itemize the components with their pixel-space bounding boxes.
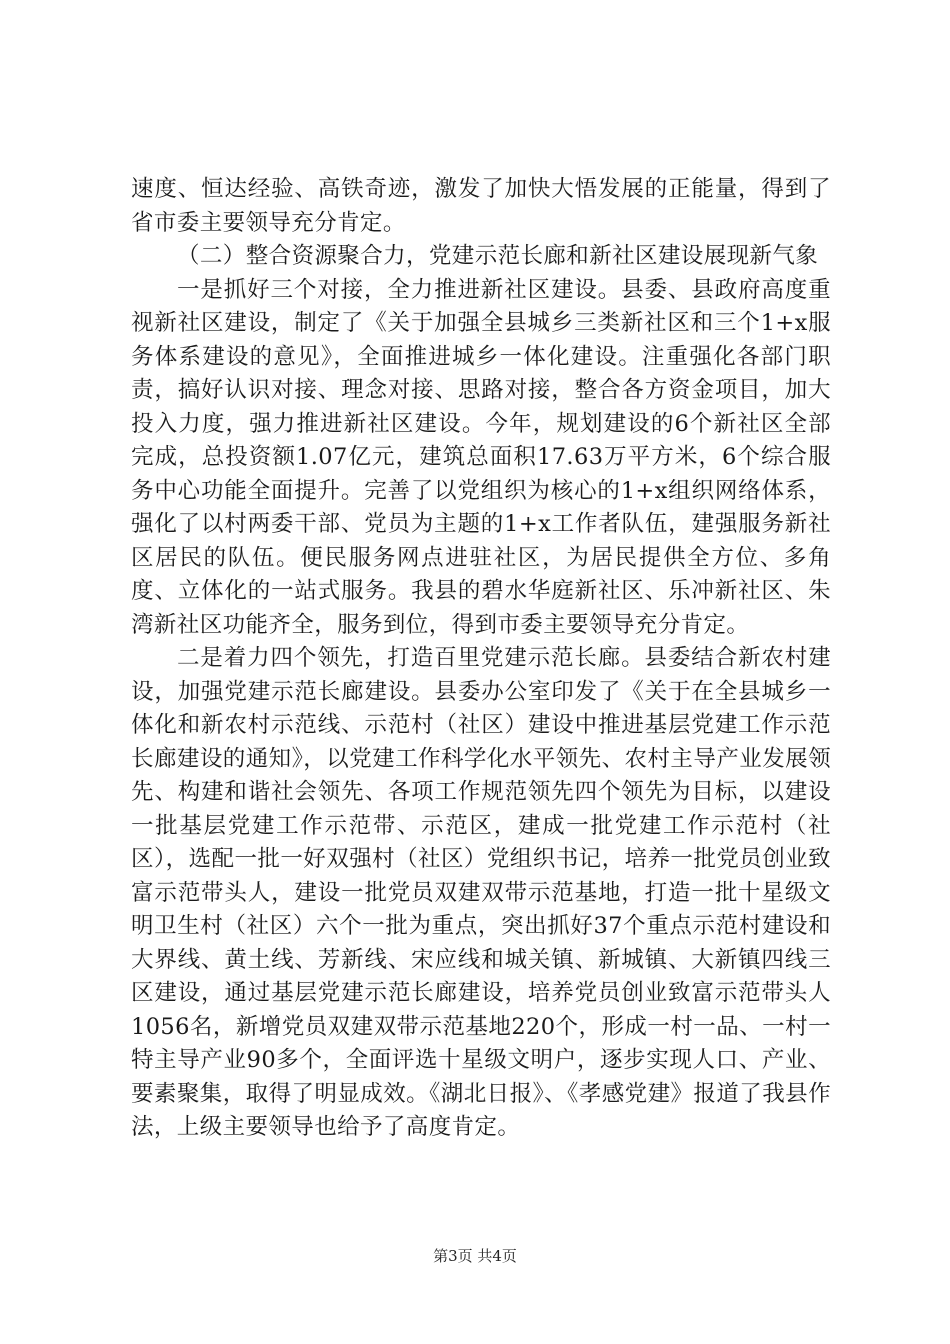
paragraph-new-community: 一是抓好三个对接，全力推进新社区建设。县委、县政府高度重视新社区建设，制定了《关于加强全县城乡三类新社区和三个1+x服务体系建设的意见》，全面推进城乡一体化建设。注重强化各部门职责，搞好认识对接、理念对接、思路对接，整合各方资金项目，加大投入力度，强力推进新社区建设。今年，规划建设的6个新社区全部完成，总投资额1.07亿元，建筑总面积17.63万平方米，6个综合服务中心功能全面提升。完善了以党组织为核心的1+x组织网络体系，强化了以村两委干部、党员为主题的1+x工作者队伍，建强服务新社区居民的队伍。便民服务网点进驻社区，为居民提供全方位、多角度、立体化的一站式服务。我县的碧水华庭新社区、乐冲新社区、朱湾新社区功能齐全，服务到位，得到市委主要领导充分肯定。 [131, 276, 831, 638]
body-text [131, 173, 831, 1145]
section-heading: （二）整合资源聚合力，党建示范长廊和新社区建设展现新气象 [177, 243, 819, 269]
paragraph-party-corridor: 二是着力四个领先，打造百里党建示范长廊。县委结合新农村建设，加强党建示范长廊建设。县委办公室印发了《关于在全县城乡一体化和新农村示范线、示范村（社区）建设中推进基层党建工作示范长廊建设的通知》，以党建工作科学化水平领先、农村主导产业发展领先、构建和谐社会领先、各项工作规范领先四个领先为目标，以建设一批基层党建工作示范带、示范区，建成一批党建工作示范村（社区），选配一批一好双强村（社区）党组织书记，培养一批党员创业致富示范带头人，建设一批党员双建双带示范基地，打造一批十星级文明卫生村（社区）六个一批为重点，突出抓好37个重点示范村建设和大界线、黄土线、芳新线、宋应线和城关镇、新城镇、大新镇四线三区建设，通过基层党建示范长廊建设，培养党员创业致富示范带头人1056名，新增党员双建双带示范基地220个，形成一村一品、一村一特主导产业90多个，全面评选十星级文明户，逐步实现人口、产业、要素聚集，取得了明显成效。《湖北日报》、《孝感党建》报道了我县作法，上级主要领导也给予了高度肯定。 [131, 645, 831, 1140]
paragraph-continuation: 速度、恒达经验、高铁奇迹，激发了加快大悟发展的正能量，得到了省市委主要领导充分肯定。 [131, 176, 831, 236]
page-footer: 第3页 共4页 [433, 1247, 517, 1265]
